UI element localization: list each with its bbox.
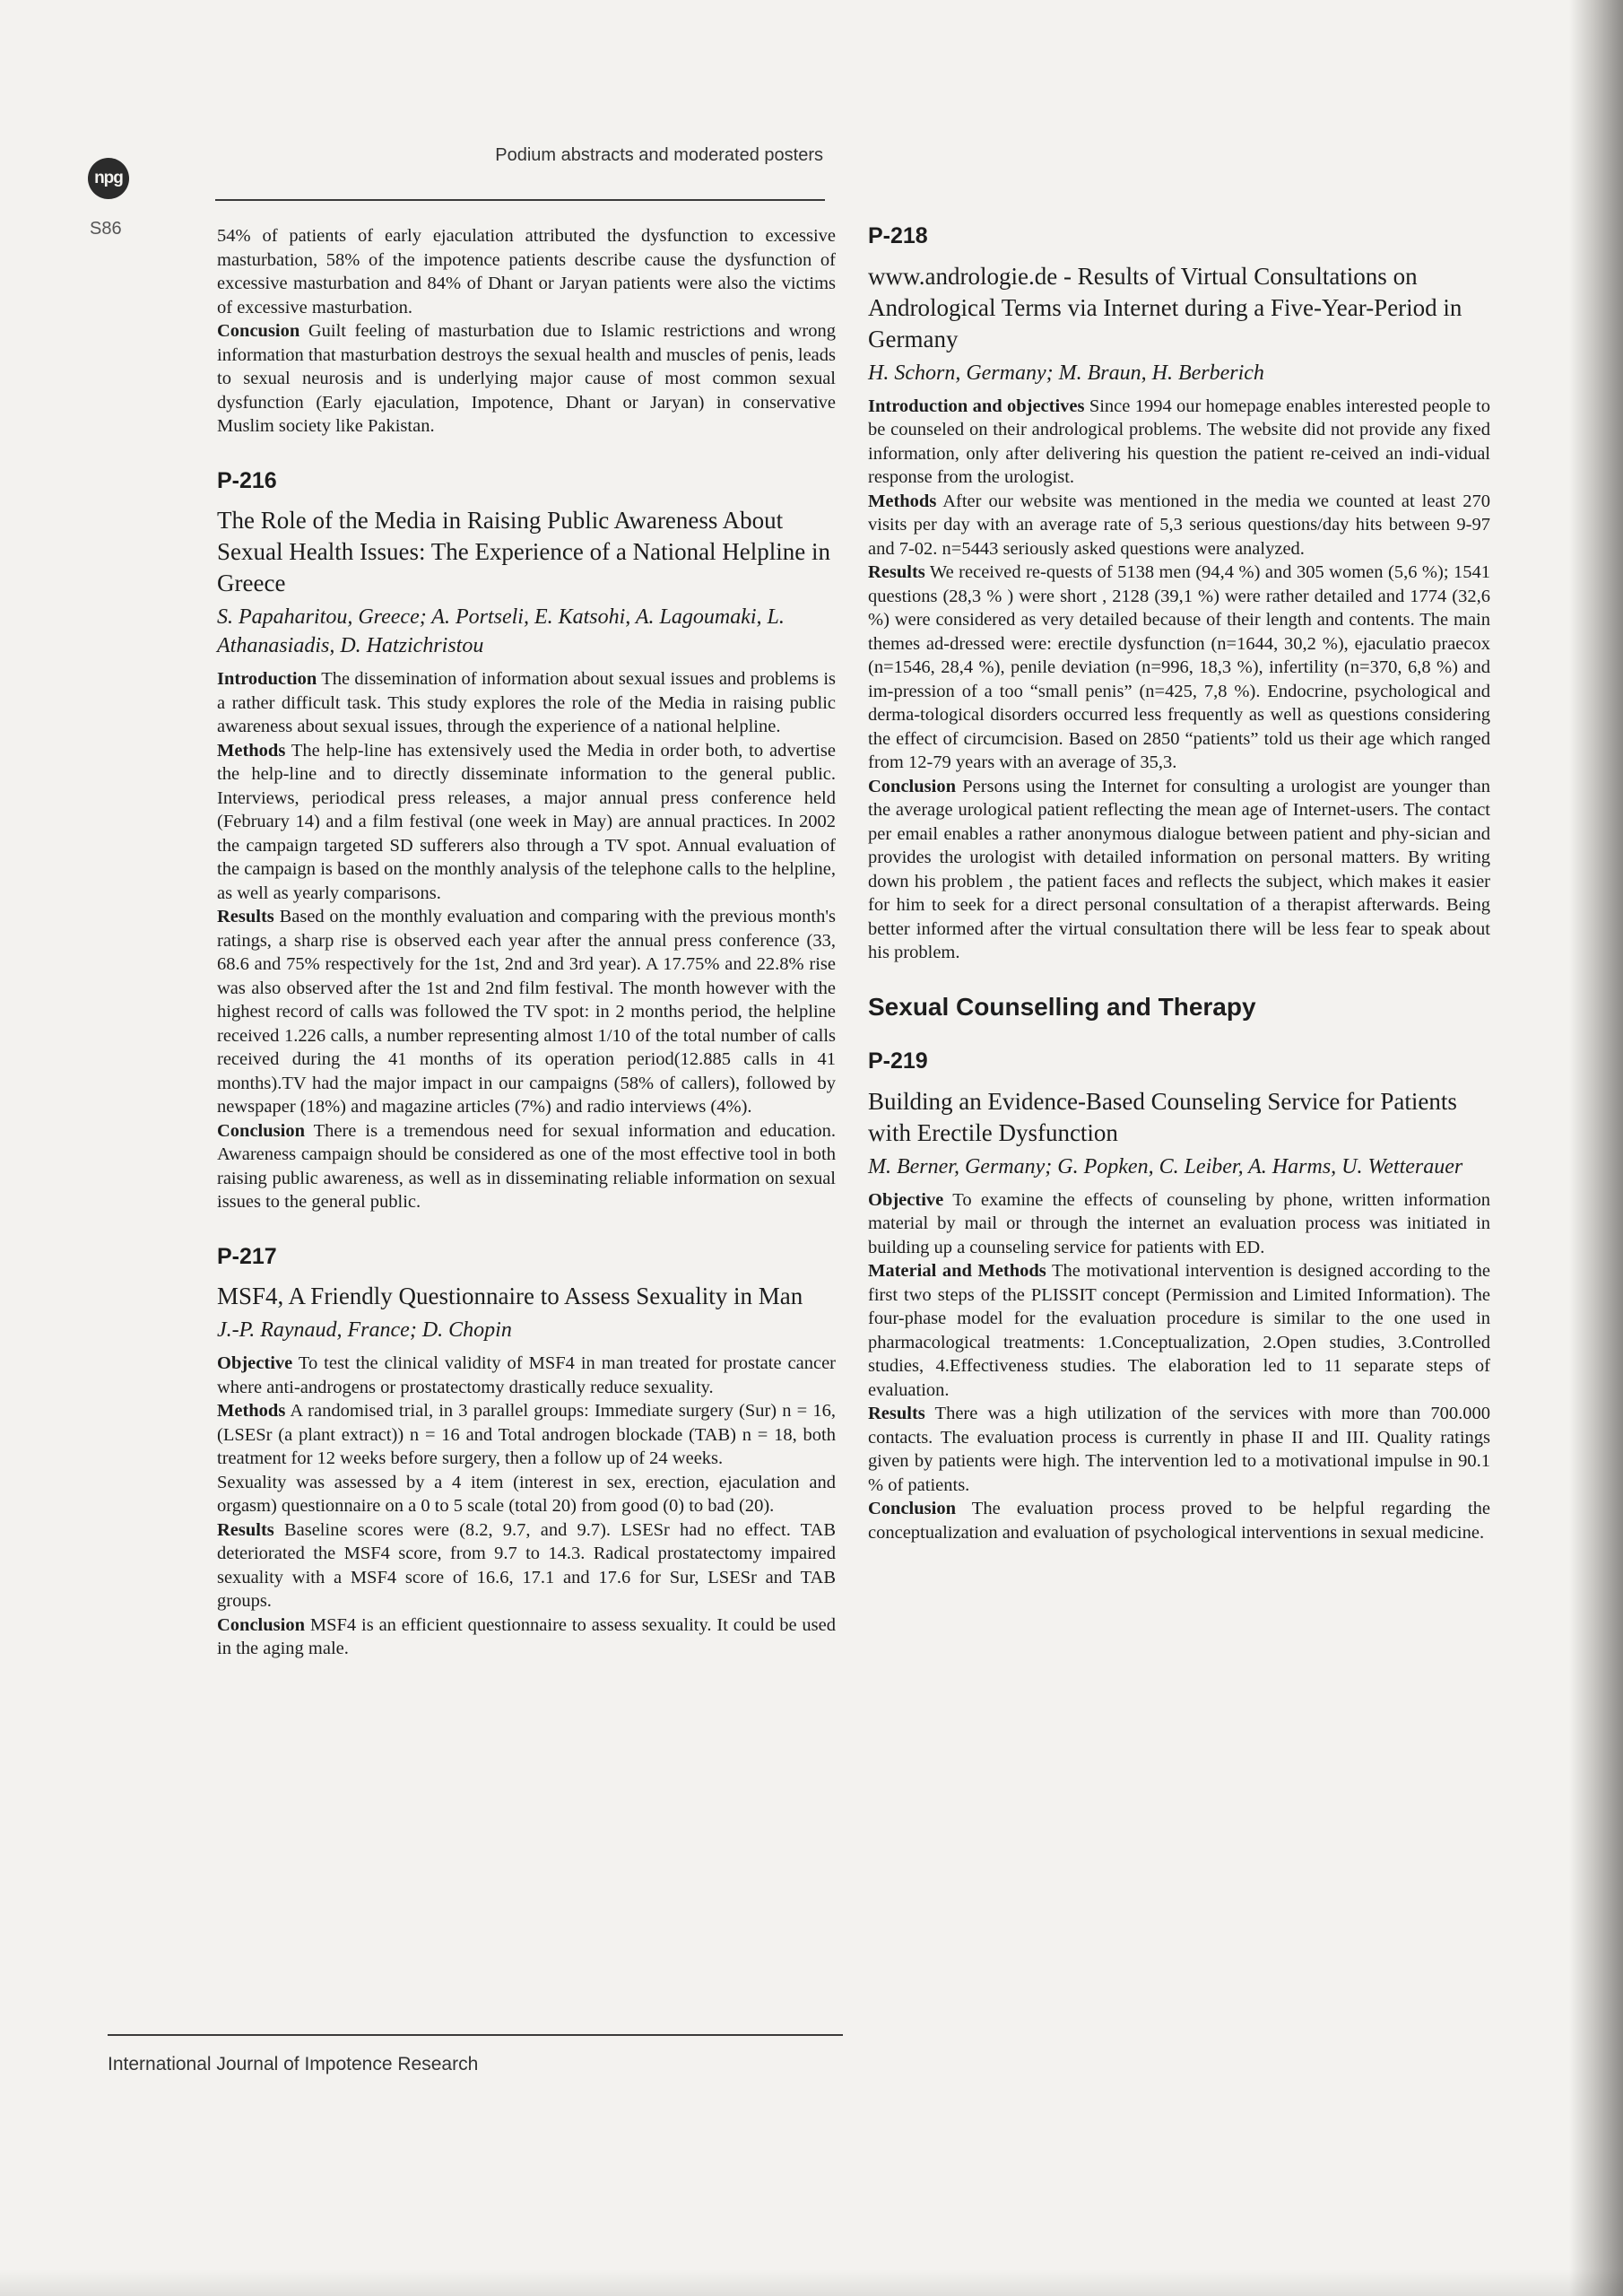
footer-rule bbox=[108, 2034, 843, 2036]
abstract-p218 bbox=[868, 224, 1490, 965]
page-spine-shadow bbox=[1569, 0, 1623, 2296]
abstract-introduction bbox=[868, 395, 1490, 490]
abstract-authors: J.-P. Raynaud, France; D. Chopin bbox=[217, 1318, 512, 1342]
running-head: Podium abstracts and moderated posters bbox=[495, 145, 823, 165]
page-bottom-shadow bbox=[0, 2269, 1623, 2296]
abstract-results bbox=[868, 1402, 1490, 1497]
results-text: We received re-quests of 5138 men (94,4 %) and 305 women (5,6 %); 1541 questions (28,3 % ) were short , 2128 (39,1 %) were rather detailed and 1774 (32,6 %) were considered as very detailed because of their length and contents. The main themes ad-dressed were: erectile dysfunction (n=1644, 30,2 %), ejaculatio praecox (n=1546, 28,4 %), penile deviation (n=996, 18,3 %), infertility (n=370, 6,8 %) and im-pression of a too “small penis” (n=425, 7,8 %). Endocrine, psychological and derma-tological disorders occurred less frequently as well as questions considering the effect of circumcision. Based on 2850 “patients” told us their age which ranged from 12-79 years with an average of 35,3. bbox=[868, 562, 1490, 772]
results-text: There was a high utilization of the services with more than 700.000 contacts. The evaluation process is currently in phase II and III. Quality ratings given by patients were high. The intervention led to a motivational impulse in 90.1 % of patients. bbox=[868, 1404, 1490, 1495]
abstract-conclusion bbox=[217, 1613, 836, 1661]
abstract-authors: S. Papaharitou, Greece; A. Portseli, E. Katsohi, A. Lagoumaki, L. Athanasiadis, D. Hatzichristou bbox=[217, 605, 785, 657]
conclusion-label: Conclusion bbox=[217, 1614, 305, 1635]
continued-conclusion bbox=[217, 319, 836, 439]
results-label: Results bbox=[868, 1404, 925, 1423]
methods-text: After our website was mentioned in the media we counted at least 270 visits per day with an average rate of 5,3 serious questions/day hits between 9-97 and 7-02. n=5443 seriously asked questions were analyzed. bbox=[868, 491, 1490, 559]
results-label: Results bbox=[868, 562, 925, 582]
objective-text: To examine the effects of counseling by phone, written information material by mail or through the internet an evaluation process was initiated in building up a counseling service for patients with ED. bbox=[868, 1189, 1490, 1257]
conclusion-text: MSF4 is an efficient questionnaire to assess sexuality. It could be used in the aging male. bbox=[217, 1614, 836, 1658]
methods-label: Methods bbox=[868, 491, 937, 511]
abstract-id: P-216 bbox=[217, 467, 277, 493]
abstract-p217 bbox=[217, 1245, 836, 1661]
abstract-conclusion bbox=[868, 1497, 1490, 1544]
abstract-id: P-218 bbox=[868, 223, 928, 248]
abstract-conclusion bbox=[868, 775, 1490, 965]
conclusion-text: The evaluation process proved to be helpful regarding the conceptualization and evaluation of psychological interventions in sexual medicine. bbox=[868, 1499, 1490, 1543]
methods-label: Material and Methods bbox=[868, 1261, 1046, 1281]
npg-logo: npg bbox=[88, 158, 129, 199]
introduction-label: Introduction and objectives bbox=[868, 396, 1085, 416]
conclusion-label: Concusion bbox=[217, 321, 300, 341]
abstract-title: MSF4, A Friendly Questionnaire to Assess Sexuality in Man bbox=[217, 1283, 803, 1309]
introduction-label: Introduction bbox=[217, 669, 317, 689]
abstract-authors: H. Schorn, Germany; M. Braun, H. Berberich bbox=[868, 361, 1264, 385]
abstract-conclusion bbox=[217, 1119, 836, 1214]
abstract-title: Building an Evidence-Based Counseling Service for Patients with Erectile Dysfunction bbox=[868, 1087, 1457, 1146]
conclusion-text: Guilt feeling of masturbation due to Islamic restrictions and wrong information that masturbation destroys the sexual health and muscles of penis, leads to sexual neurosis and is underlying major cause of most common sexual dysfunction (Early ejaculation, Impotence, Dhant or Jaryan) in conservative Muslim society like Pakistan. bbox=[217, 321, 837, 436]
methods-label: Methods bbox=[217, 1401, 286, 1421]
objective-label: Objective bbox=[217, 1353, 293, 1373]
conclusion-text: Persons using the Internet for consulting a urologist are younger than the average urological patient reflecting the mean age of Internet-users. The contact per email enables a rather anonymous dialogue between patient and phy-sician and provides the urologist with detailed information on personal matters. By writing down his problem , the patient faces and reflects the subject, which makes it easier for him to seek for a direct personal consultation of a therapist afterwards. Being better informed after the virtual consultation there will be less fear to speak about his problem. bbox=[868, 776, 1490, 962]
journal-name: International Journal of Impotence Research bbox=[108, 2054, 479, 2074]
abstract-title: www.andrologie.de - Results of Virtual Consultations on Andrological Terms via Internet during a Five-Year-Period in Germany bbox=[868, 262, 1462, 352]
introduction-text: Since 1994 our homepage enables interested people to be counseled on their andrological problems. The website did not provide any fixed information, only after delivering his question the patient re-ceived an indi-vidual response from the urologist. bbox=[868, 396, 1490, 487]
abstract-p216 bbox=[217, 469, 836, 1214]
objective-text: To test the clinical validity of MSF4 in man treated for prostate cancer where anti-androgens or prostatectomy drastically reduce sexuality. bbox=[217, 1353, 836, 1397]
abstract-results bbox=[868, 561, 1490, 775]
methods-text: The help-line has extensively used the Media in order both, to advertise the help-line and to directly disseminate information to the general public. Interviews, periodical press releases, a major annual press conference held (February 14) and a film festival (one week in May) are annual practices. In 2002 the campaign targeted SD sufferers also through a TV spot. Annual evaluation of the campaign is based on the monthly analysis of the telephone calls to the helpline, as well as yearly comparisons. bbox=[217, 740, 836, 903]
abstract-objective bbox=[868, 1188, 1490, 1260]
abstract-id: P-219 bbox=[868, 1048, 928, 1074]
introduction-text: The dissemination of information about sexual issues and problems is a rather difficult task. This study explores the role of the Media in raising public awareness about sexual issues, through the experience of a national helpline. bbox=[217, 669, 836, 736]
methods-text: The motivational intervention is designed according to the first two steps of the PLISSIT concept (Permission and Limited Information). The four-phase model for the evaluation procedure is similar to the one used in pharmacological treatments: 1.Conceptualization, 2.Open studies, 3.Controlled studies, 4.Effectiveness studies. The elaboration led to 11 separate steps of evaluation. bbox=[868, 1261, 1490, 1400]
results-label: Results bbox=[217, 907, 274, 926]
objective-label: Objective bbox=[868, 1189, 944, 1210]
continued-paragraph: 54% of patients of early ejaculation attributed the dysfunction to excessive masturbation, 58% of the impotence patients describe cause the dysfunction of excessive masturbation and 84% of Dhant or Jaryan patients were also the victims of excessive masturbation. bbox=[217, 226, 836, 317]
abstract-p219 bbox=[868, 1049, 1490, 1544]
conclusion-text: There is a tremendous need for sexual information and education. Awareness campaign should be considered as one of the most effective tool in both raising public awareness, as well as in disseminating reliable information on sexual issues to the general public. bbox=[217, 1120, 836, 1212]
abstract-results bbox=[217, 905, 836, 1119]
section-heading: Sexual Counselling and Therapy bbox=[868, 992, 1256, 1021]
abstract-results bbox=[217, 1518, 836, 1613]
methods-label: Methods bbox=[217, 740, 286, 761]
abstract-methods-continued: Sexuality was assessed by a 4 item (interest in sex, erection, ejaculation and orgasm) questionnaire on a 0 to 5 scale (total 20) from good (0) to bad (20). bbox=[217, 1472, 836, 1516]
header-rule bbox=[215, 199, 825, 201]
conclusion-label: Conclusion bbox=[868, 1499, 956, 1518]
abstract-methods bbox=[217, 1399, 836, 1471]
left-column bbox=[217, 224, 836, 1661]
results-text: Based on the monthly evaluation and comparing with the previous month's ratings, a sharp rise is observed each year after the annual press conference (33, 68.6 and 75% respectively for the 1st, 2nd and 3rd year). A 17.75% and 22.8% rise was also observed after the 1st and 2nd film festival. The month however with the highest record of calls was followed the TV spot: in 2 months period, the helpline received 1.226 calls, a number representing almost 1/10 of the total number of calls received during the 41 months of its operation period(12.885 calls in 41 months).TV had the major impact in our campaigns (58% of callers), followed by newspaper (18%) and magazine articles (7%) and radio interviews (4%). bbox=[217, 907, 836, 1117]
abstract-authors: M. Berner, Germany; G. Popken, C. Leiber, A. Harms, U. Wetterauer bbox=[868, 1154, 1463, 1178]
abstract-id: P-217 bbox=[217, 1243, 277, 1269]
right-column bbox=[868, 224, 1490, 1544]
results-label: Results bbox=[217, 1519, 274, 1540]
conclusion-label: Conclusion bbox=[217, 1120, 305, 1141]
abstract-methods bbox=[868, 1259, 1490, 1402]
abstract-title: The Role of the Media in Raising Public Awareness About Sexual Health Issues: The Experience of a National Helpline in Greece bbox=[217, 507, 831, 596]
abstract-methods bbox=[868, 490, 1490, 561]
results-text: Baseline scores were (8.2, 9.7, and 9.7). LSESr had no effect. TAB deteriorated the MSF4 score, from 9.7 to 14.3. Radical prostatectomy impaired sexuality with a MSF4 score of 16.6, 17.1 and 17.6 for Sur, LSESr and TAB groups. bbox=[217, 1519, 836, 1611]
conclusion-label: Conclusion bbox=[868, 776, 956, 796]
continued-abstract bbox=[217, 224, 836, 439]
page-number: S86 bbox=[90, 219, 122, 239]
abstract-objective bbox=[217, 1352, 836, 1399]
abstract-introduction bbox=[217, 667, 836, 739]
methods-text: A randomised trial, in 3 parallel groups: Immediate surgery (Sur) n = 16, (LSESr (a plant extract)) n = 16 and Total androgen blockade (TAB) n = 18, both treatment for 12 weeks before surgery, then a follow up of 24 weeks. bbox=[217, 1401, 836, 1468]
abstract-methods bbox=[217, 739, 836, 906]
